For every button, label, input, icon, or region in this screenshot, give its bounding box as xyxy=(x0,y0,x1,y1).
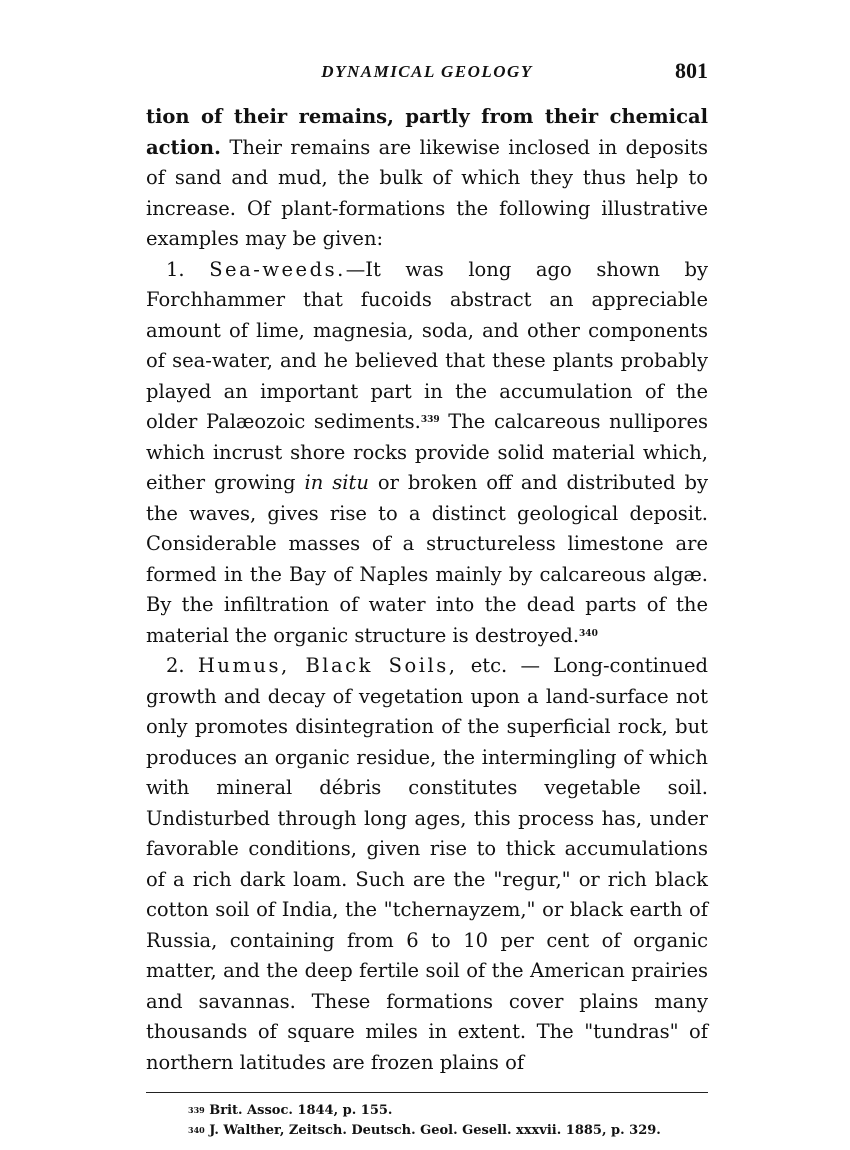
item-number: 1. xyxy=(166,257,210,281)
item-heading: Humus, Black Soils, xyxy=(197,654,458,677)
paragraph-text: or broken off and distributed by the waves, gives rise to a distinct geological deposit. Considerable masses of a structureless limestone are formed in the Bay of Naples mainly by calcareous algæ. By the infiltration of water into the dead parts of the material the organic structure is destroyed. xyxy=(146,471,708,647)
paragraph-text: —It was long ago shown by Forchhammer that fucoids abstract an appreciable amount of lime, magnesia, soda, and other components of sea-water, and he believed that these plants probably played an important part in the accumulation of the older Palæozoic sediments. xyxy=(146,257,708,433)
item-heading: Sea-weeds. xyxy=(209,257,346,281)
item-number: 2. xyxy=(166,654,198,677)
footnote-number: 339 xyxy=(188,1105,205,1115)
paragraph-sea-weeds xyxy=(146,255,708,652)
running-header xyxy=(146,58,708,92)
paragraph-text: etc. — Long-continued growth and decay of vegetation upon a land-surface not only promotes disintegration of the superficial rock, but produces an organic residue, the intermingling of which with mineral débris constitutes vegetable soil. Undisturbed through long ages, this process has, under favorable conditions, given rise to thick accumulations of a rich dark loam. Such are the "regur," or rich black cotton soil of India, the "tchernayzem," or black earth of Russia, containing from 6 to 10 per cent of organic matter, and the deep fertile soil of the American prairies and savannas. These formations cover plains many thousands of square miles in extent. The "tundras" of northern latitudes are frozen plains of xyxy=(146,654,708,1074)
footnote-divider xyxy=(146,1092,708,1093)
page-number: 801 xyxy=(675,58,708,83)
bold-sentence: tion of their remains, partly from their chemical action. xyxy=(146,105,708,159)
italic-term: in situ xyxy=(304,471,369,494)
running-title: DYNAMICAL GEOLOGY xyxy=(321,62,533,81)
footnote-text: J. Walther, Zeitsch. Deutsch. Geol. Gesell. xxxvii. 1885, p. 329. xyxy=(204,1123,661,1138)
paragraph-text: The calcareous nullipores which incrust shore rocks provide solid material which, either growing xyxy=(146,410,708,494)
footnote-text: Brit. Assoc. 1844, p. 155. xyxy=(204,1103,393,1118)
footnote xyxy=(188,1121,708,1141)
paragraph-text: Their remains are likewise inclosed in deposits of sand and mud, the bulk of which they thus help to increase. Of plant-formations the following illustrative examples may be given: xyxy=(146,135,708,250)
book-page xyxy=(146,58,708,1141)
footnotes xyxy=(146,1101,708,1141)
paragraph-intro xyxy=(146,102,708,255)
footnote-ref: 339 xyxy=(420,415,440,425)
body-text xyxy=(146,102,708,1078)
footnote-number: 340 xyxy=(188,1125,205,1135)
footnote xyxy=(188,1101,708,1121)
paragraph-humus xyxy=(146,651,708,1078)
footnote-ref: 340 xyxy=(579,628,598,639)
